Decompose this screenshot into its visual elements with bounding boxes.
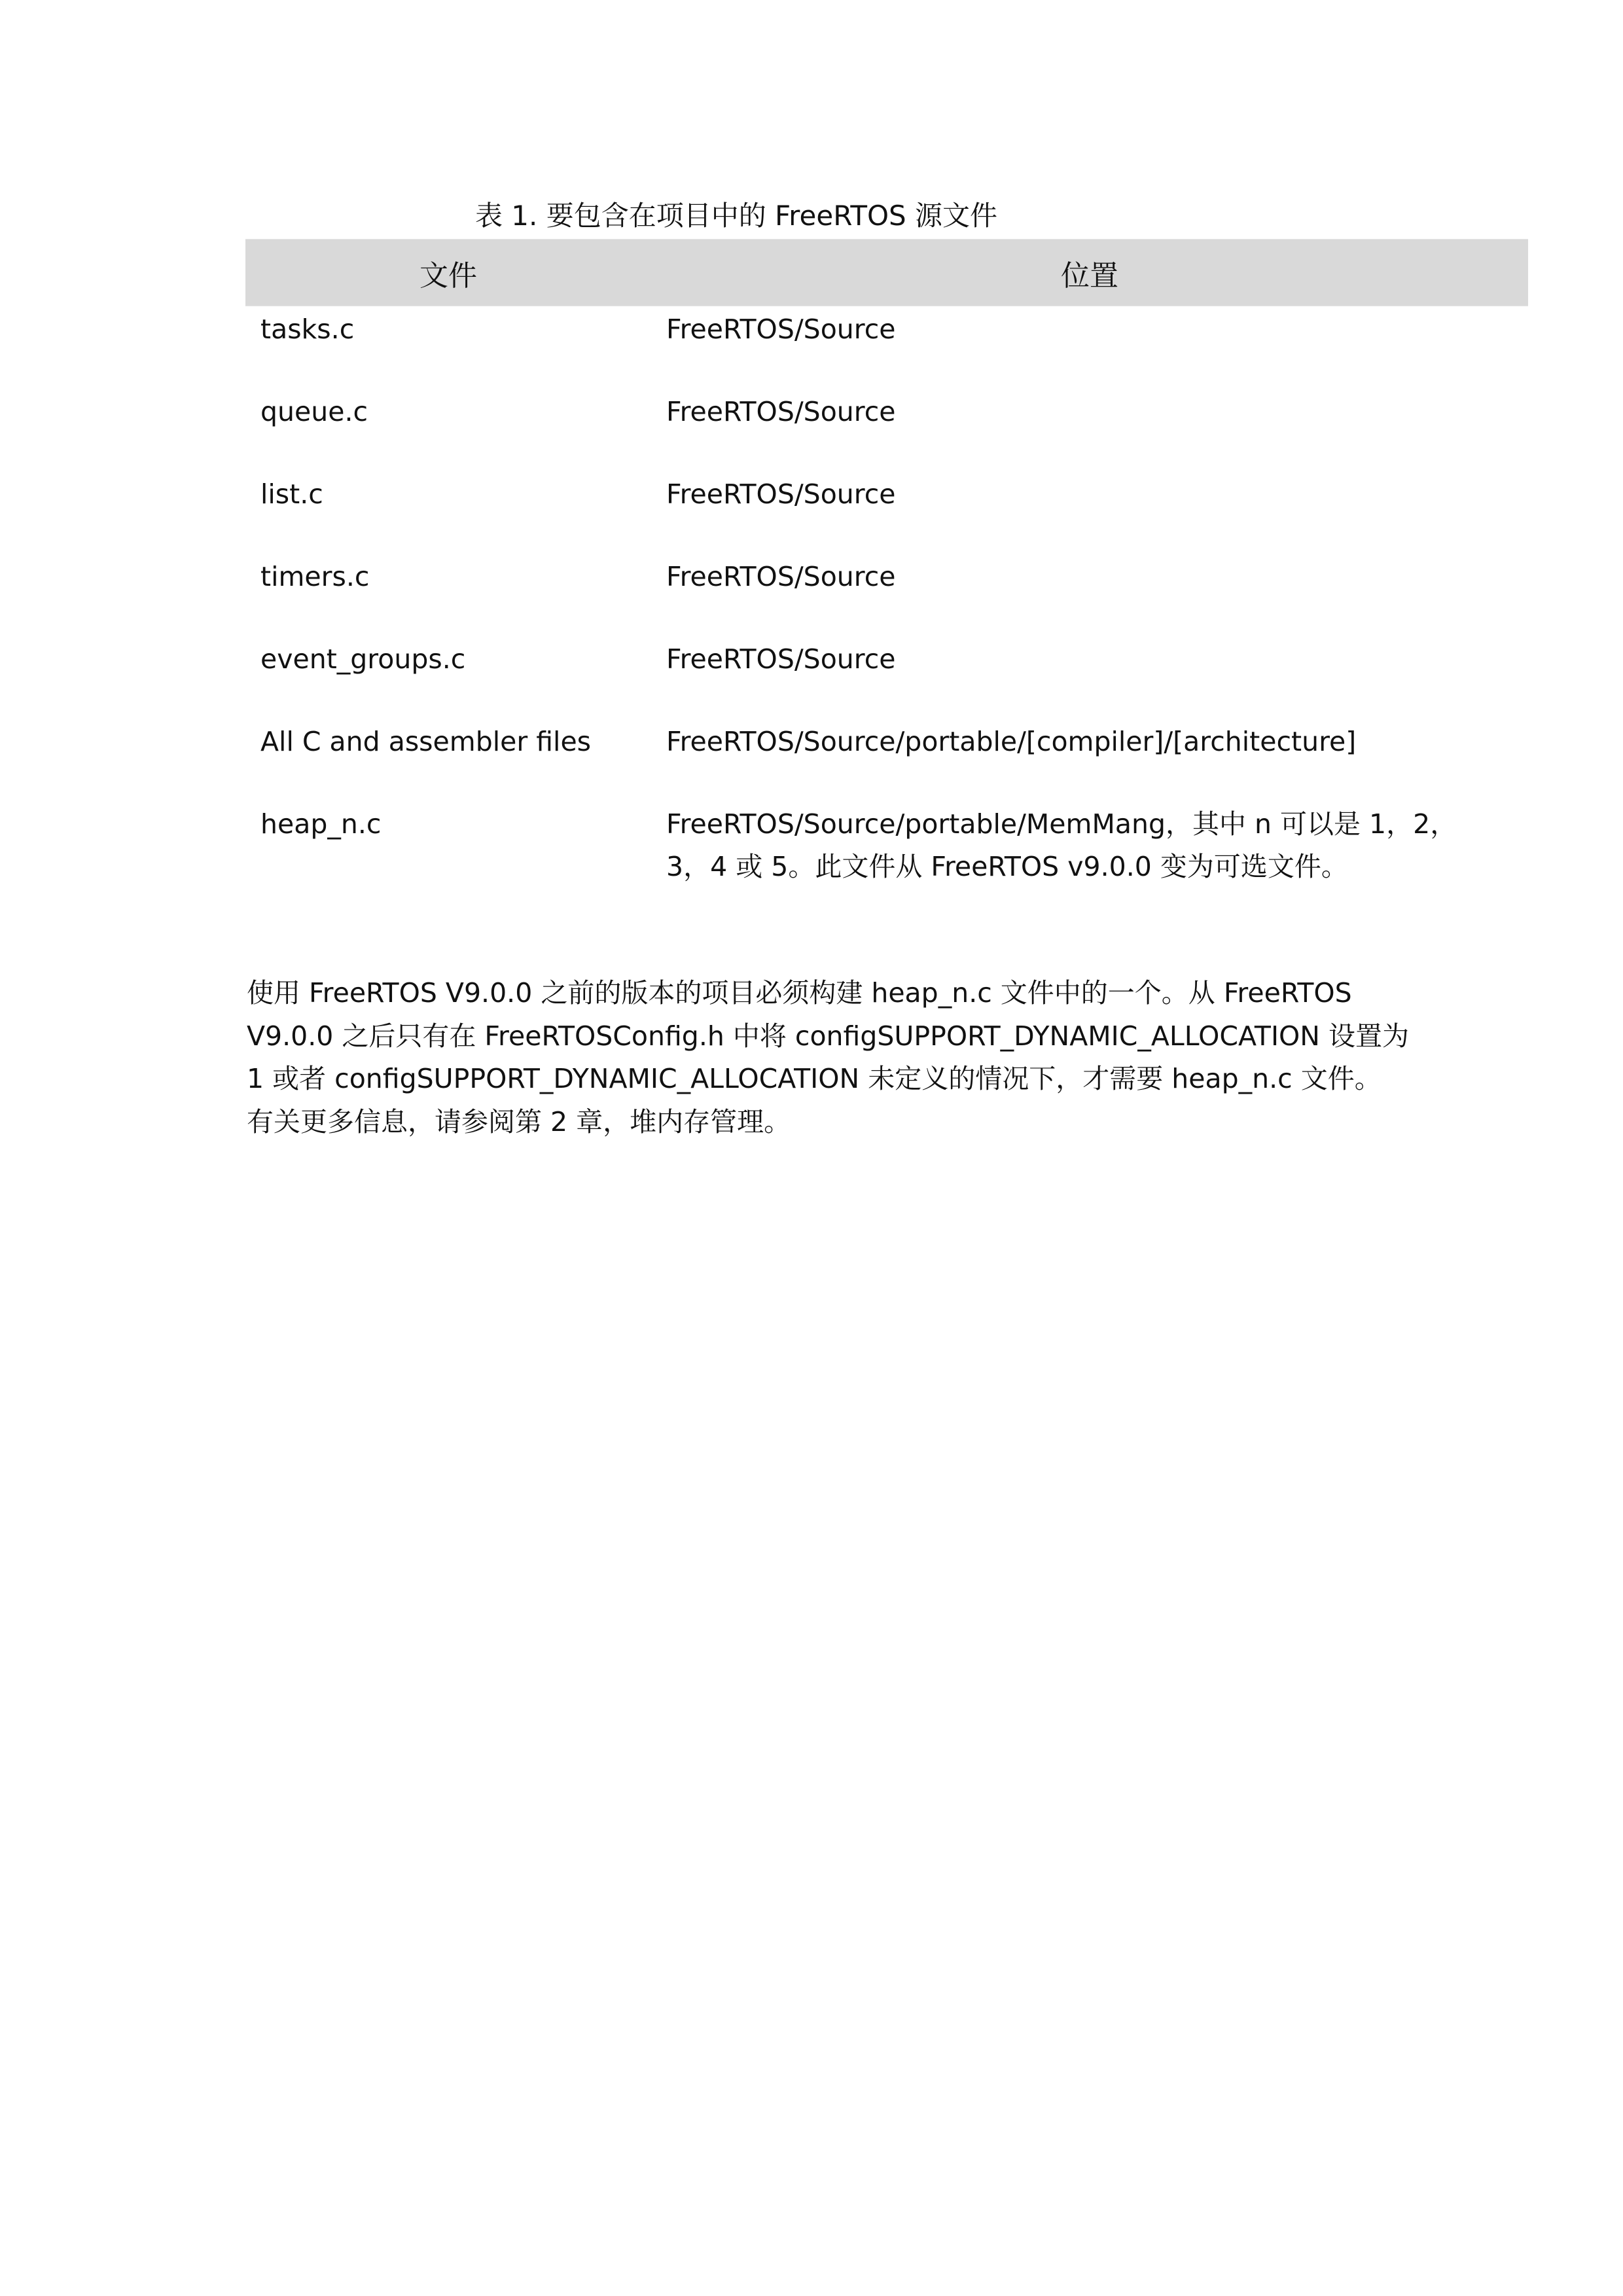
cell-file: tasks.c xyxy=(260,314,355,345)
cell-location: FreeRTOS/Source xyxy=(666,314,896,345)
table-header-row xyxy=(245,239,1528,306)
column-header-location: 位置 xyxy=(1061,259,1118,293)
table-row xyxy=(245,308,1528,391)
cell-location: FreeRTOS/Source/portable/MemMang，其中 n 可以是 1，2，3，4 或 5。此文件从 FreeRTOS v9.0.0 变为可选文件。 xyxy=(666,808,1457,882)
table-caption-text: 表 1. 要包含在项目中的 FreeRTOS 源文件 xyxy=(474,200,998,232)
cell-file: heap_n.c xyxy=(260,808,382,840)
paragraph-line: 有关更多信息，请参阅第 2 章，堆内存管理。 xyxy=(247,1105,791,1138)
cell-file: list.c xyxy=(260,478,323,510)
source-files-table xyxy=(245,239,1528,895)
table-caption xyxy=(245,196,1528,236)
table-row xyxy=(245,473,1528,556)
cell-location: FreeRTOS/Source/portable/[compiler]/[architecture] xyxy=(666,726,1357,757)
table-row xyxy=(245,556,1528,638)
table-body xyxy=(245,308,1528,895)
cell-location: FreeRTOS/Source xyxy=(666,643,896,675)
cell-file: event_groups.c xyxy=(260,643,466,675)
table-row xyxy=(245,721,1528,803)
cell-file: timers.c xyxy=(260,561,370,592)
body-paragraph xyxy=(247,972,1410,1143)
table-row xyxy=(245,638,1528,721)
cell-location: FreeRTOS/Source xyxy=(666,478,896,510)
paragraph-line: V9.0.0 之后只有在 FreeRTOSConfig.h 中将 configSUPPORT_DYNAMIC_ALLOCATION 设置为 xyxy=(247,1020,1410,1052)
cell-file: All C and assembler files xyxy=(260,726,592,757)
paragraph-line: 1 或者 configSUPPORT_DYNAMIC_ALLOCATION 未定义的情况下，才需要 heap_n.c 文件。 xyxy=(247,1063,1382,1094)
cell-location: FreeRTOS/Source xyxy=(666,561,896,592)
cell-location: FreeRTOS/Source xyxy=(666,396,896,427)
cell-file: queue.c xyxy=(260,396,368,427)
table-row xyxy=(245,391,1528,473)
paragraph-line: 使用 FreeRTOS V9.0.0 之前的版本的项目必须构建 heap_n.c 文件中的一个。从 FreeRTOS xyxy=(247,977,1352,1009)
table-row xyxy=(245,803,1528,895)
column-header-file: 文件 xyxy=(419,259,477,293)
